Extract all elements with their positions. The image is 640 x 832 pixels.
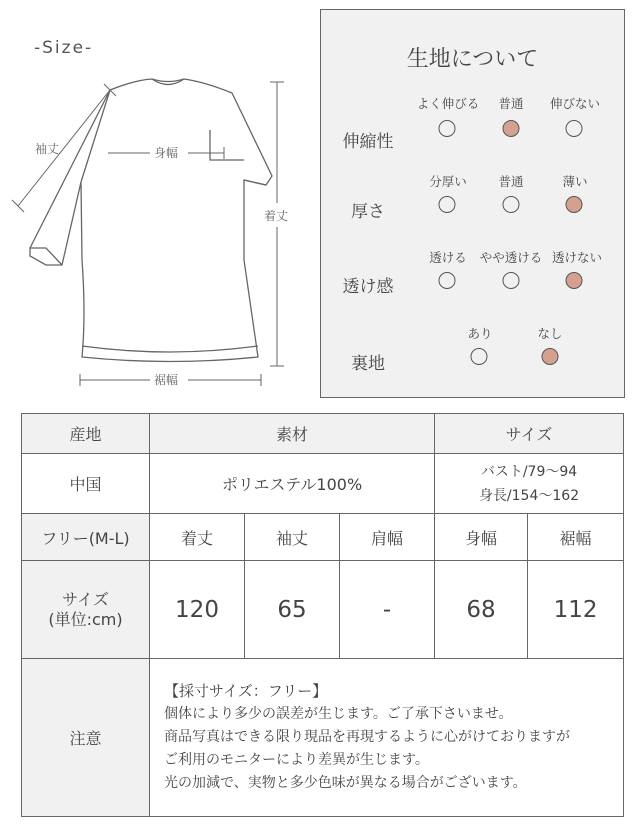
note-content [150,659,624,817]
sheerness-dot-slightly [503,272,520,289]
size-range-cell [435,454,624,514]
body-width-label: 身幅 [154,146,179,160]
size-row-label-title: サイズ [62,589,109,609]
thickness-dot-thick [439,196,456,213]
sheerness-dot-sheer [439,272,456,289]
value-length: 120 [150,561,245,659]
col-shoulder: 肩幅 [340,514,435,561]
sheerness-dot-opaque-selected [566,272,583,289]
garment-diagram [0,60,320,400]
lining-label: 裏地 [351,354,385,374]
sheerness-option-opaque: 透けない [551,250,603,265]
stretch-dot-normal-selected [503,120,520,137]
material-header: 素材 [150,414,435,454]
note-line-2: 商品写真はできる限り現品を再現するように心がけておりますが [164,729,570,745]
lining-dot-yes [471,348,488,365]
note-line-1: 個体により多少の誤差が生じます。ご了承下さいませ。 [164,706,513,722]
stretch-option-none: 伸びない [549,96,601,111]
height-range: 身長/154～162 [478,487,580,504]
origin-value: 中国 [22,454,150,514]
col-length: 着丈 [150,514,245,561]
total-length-label: 着丈 [264,209,289,223]
value-shoulder: - [340,561,435,659]
stretch-option-high: よく伸びる [416,96,480,111]
stretch-dot-high [439,120,456,137]
bust-range: バスト/79～94 [480,463,578,480]
sheerness-label: 透け感 [342,277,394,297]
note-label: 注意 [22,659,150,817]
spec-table [21,413,624,817]
col-hem: 裾幅 [528,514,624,561]
thickness-option-normal: 普通 [498,174,524,189]
stretch-label: 伸縮性 [342,132,394,152]
sleeve-length-label: 袖丈 [35,142,60,156]
thickness-label: 厚さ [351,202,385,222]
size-title: -Size- [34,38,94,58]
note-line-3: ご利用のモニターにより差異が生じます。 [164,752,429,768]
col-sleeve: 袖丈 [245,514,340,561]
value-hem: 112 [528,561,624,659]
thickness-dot-thin-selected [566,196,583,213]
sheerness-option-slightly: やや透ける [479,250,543,265]
material-value: ポリエステル100% [150,454,435,514]
origin-header: 産地 [22,414,150,454]
lining-option-yes: あり [467,326,493,341]
thickness-option-thin: 薄い [562,174,588,189]
size-header: サイズ [435,414,624,454]
fabric-title: 生地について [406,47,539,72]
lining-dot-no-selected [542,348,559,365]
col-width: 身幅 [435,514,528,561]
stretch-dot-none [566,120,583,137]
note-title: 【採寸サイズ：フリー】 [164,682,328,700]
hem-width-label: 裾幅 [154,373,179,387]
thickness-dot-normal [503,196,520,213]
note-line-4: 光の加減で、実物と多少色味が異なる場合がございます。 [164,775,527,791]
size-row-label-unit: (単位:cm) [48,609,123,629]
sheerness-option-sheer: 透ける [429,250,467,265]
free-size-label: フリー(M-L) [22,514,150,561]
value-width: 68 [435,561,528,659]
stretch-option-normal: 普通 [498,96,524,111]
lining-option-no: なし [537,326,563,341]
value-sleeve: 65 [245,561,340,659]
thickness-option-thick: 分厚い [429,174,467,189]
fabric-info-panel [320,9,625,398]
size-row-label [22,561,150,659]
